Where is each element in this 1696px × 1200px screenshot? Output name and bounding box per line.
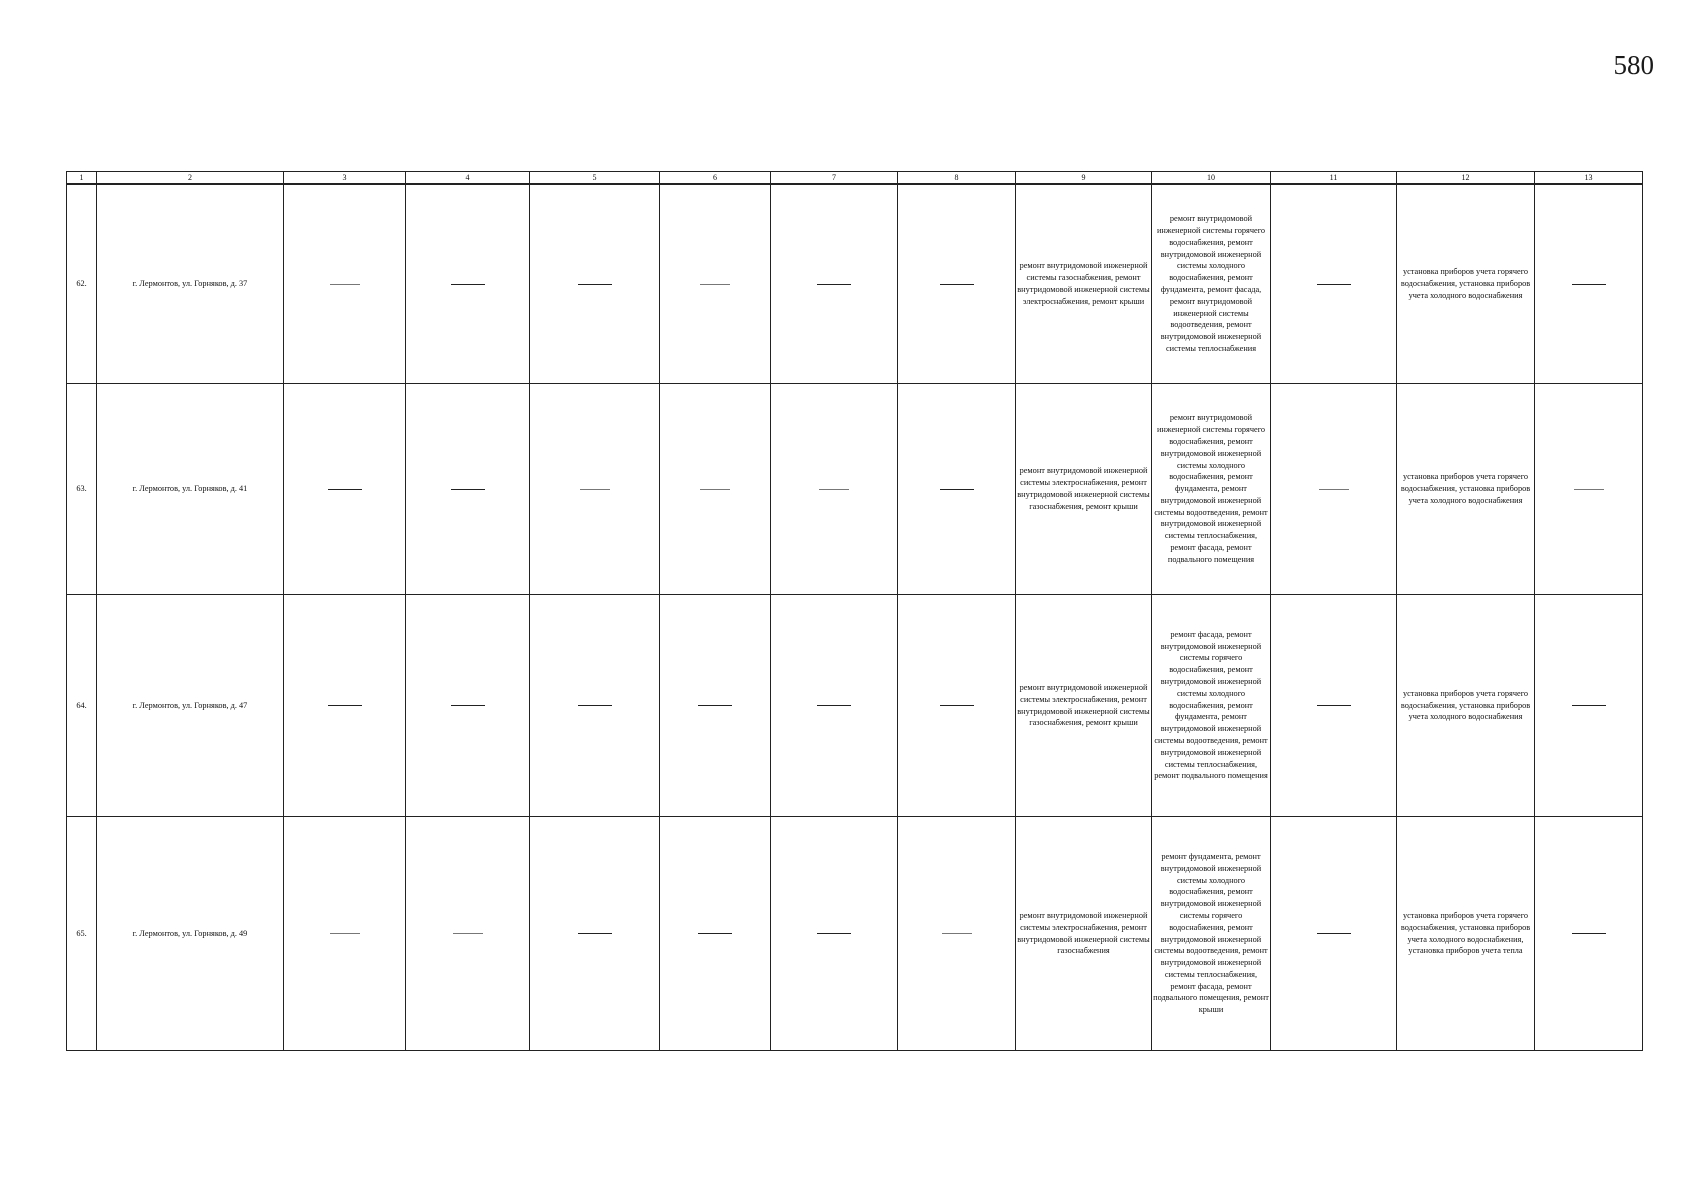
empty-cell [406,184,530,384]
empty-cell [1271,817,1397,1051]
dash-mark [817,933,851,934]
dash-mark [817,705,851,706]
works-cell: ремонт фундамента, ремонт внутридомовой инженерной системы холодного водоснабжения, ремонт внутридомовой инженерной системы горячего водоснабжения, ремонт внутридомовой инженерной системы водоотведения, ремонт внутридомовой инженерной системы теплоснабжения, ремонт фасада, ремонт подвального помещения, ремонт крыши [1152,817,1271,1051]
works-cell: ремонт внутридомовой инженерной системы электроснабжения, ремонт внутридомовой инженерной системы газоснабжения, ремонт крыши [1016,595,1152,817]
column-header: 6 [660,172,771,185]
works-cell: ремонт внутридомовой инженерной системы электроснабжения, ремонт внутридомовой инженерной системы газоснабжения, ремонт крыши [1016,384,1152,595]
metering-cell: установка приборов учета горячего водоснабжения, установка приборов учета холодного водоснабжения [1397,595,1535,817]
row-number: 64. [67,595,97,817]
metering-cell: установка приборов учета горячего водоснабжения, установка приборов учета холодного водоснабжения, установка приборов учета тепла [1397,817,1535,1051]
empty-cell [530,184,660,384]
table-row [67,184,1643,384]
dash-mark [451,284,485,285]
empty-cell [530,384,660,595]
dash-mark [1572,284,1606,285]
address-cell: г. Лермонтов, ул. Горняков, д. 47 [97,595,284,817]
empty-cell [1271,184,1397,384]
column-header: 8 [898,172,1016,185]
empty-cell [1271,595,1397,817]
empty-cell [898,817,1016,1051]
dash-mark [1572,933,1606,934]
works-cell: ремонт внутридомовой инженерной системы горячего водоснабжения, ремонт внутридомовой инженерной системы холодного водоснабжения, ремонт фундамента, ремонт внутридомовой инженерной системы водоотведения, ремонт внутридомовой инженерной системы теплоснабжения, ремонт фасада, ремонт подвального помещения [1152,384,1271,595]
column-header: 4 [406,172,530,185]
empty-cell [1535,595,1643,817]
empty-cell [284,595,406,817]
column-header: 10 [1152,172,1271,185]
dash-mark [1317,933,1351,934]
column-header: 9 [1016,172,1152,185]
metering-cell: установка приборов учета горячего водоснабжения, установка приборов учета холодного водоснабжения [1397,184,1535,384]
column-header: 2 [97,172,284,185]
dash-mark [578,705,612,706]
empty-cell [406,817,530,1051]
dash-mark [1317,284,1351,285]
empty-cell [660,184,771,384]
empty-cell [1535,184,1643,384]
column-header: 7 [771,172,898,185]
empty-cell [771,817,898,1051]
empty-cell [660,384,771,595]
dash-mark [328,705,362,706]
empty-cell [898,595,1016,817]
metering-cell: установка приборов учета горячего водоснабжения, установка приборов учета холодного водоснабжения [1397,384,1535,595]
dash-mark [819,489,849,490]
dash-mark [1317,705,1351,706]
empty-cell [660,595,771,817]
empty-cell [530,817,660,1051]
table-row [67,384,1643,595]
dash-mark [698,705,732,706]
dash-mark [940,705,974,706]
dash-mark [1572,705,1606,706]
repair-plan-table [66,171,1643,1051]
empty-cell [771,384,898,595]
dash-mark [817,284,851,285]
row-number: 65. [67,817,97,1051]
works-cell: ремонт внутридомовой инженерной системы горячего водоснабжения, ремонт внутридомовой инженерной системы холодного водоснабжения, ремонт фундамента, ремонт фасада, ремонт внутридомовой инженерной системы водоотведения, ремонт внутридомовой инженерной системы теплоснабжения [1152,184,1271,384]
dash-mark [330,284,360,285]
empty-cell [530,595,660,817]
works-cell: ремонт фасада, ремонт внутридомовой инженерной системы горячего водоснабжения, ремонт внутридомовой инженерной системы холодного водоснабжения, ремонт фундамента, ремонт внутридомовой инженерной системы водоотведения, ремонт внутридомовой инженерной системы теплоснабжения, ремонт подвального помещения [1152,595,1271,817]
column-header: 12 [1397,172,1535,185]
empty-cell [284,817,406,1051]
empty-cell [898,184,1016,384]
dash-mark [700,489,730,490]
empty-cell [898,384,1016,595]
empty-cell [406,595,530,817]
dash-mark [940,284,974,285]
address-cell: г. Лермонтов, ул. Горняков, д. 37 [97,184,284,384]
dash-mark [578,933,612,934]
dash-mark [940,489,974,490]
empty-cell [660,817,771,1051]
works-cell: ремонт внутридомовой инженерной системы электроснабжения, ремонт внутридомовой инженерной системы газоснабжения [1016,817,1152,1051]
empty-cell [1271,384,1397,595]
column-header: 1 [67,172,97,185]
works-cell: ремонт внутридомовой инженерной системы газоснабжения, ремонт внутридомовой инженерной системы электроснабжения, ремонт крыши [1016,184,1152,384]
empty-cell [284,184,406,384]
table-row [67,595,1643,817]
address-cell: г. Лермонтов, ул. Горняков, д. 49 [97,817,284,1051]
empty-cell [284,384,406,595]
page-number: 580 [1613,50,1654,80]
dash-mark [330,933,360,934]
address-cell: г. Лермонтов, ул. Горняков, д. 41 [97,384,284,595]
dash-mark [451,489,485,490]
empty-cell [771,595,898,817]
empty-cell [1535,384,1643,595]
dash-mark [453,933,483,934]
row-number: 62. [67,184,97,384]
column-header: 3 [284,172,406,185]
dash-mark [1319,489,1349,490]
column-header: 5 [530,172,660,185]
empty-cell [406,384,530,595]
row-number: 63. [67,384,97,595]
column-header: 11 [1271,172,1397,185]
dash-mark [1574,489,1604,490]
table-row [67,817,1643,1051]
dash-mark [580,489,610,490]
empty-cell [771,184,898,384]
dash-mark [698,933,732,934]
dash-mark [700,284,730,285]
dash-mark [578,284,612,285]
empty-cell [1535,817,1643,1051]
dash-mark [451,705,485,706]
column-number-row [67,172,1643,185]
column-header: 13 [1535,172,1643,185]
dash-mark [328,489,362,490]
dash-mark [942,933,972,934]
